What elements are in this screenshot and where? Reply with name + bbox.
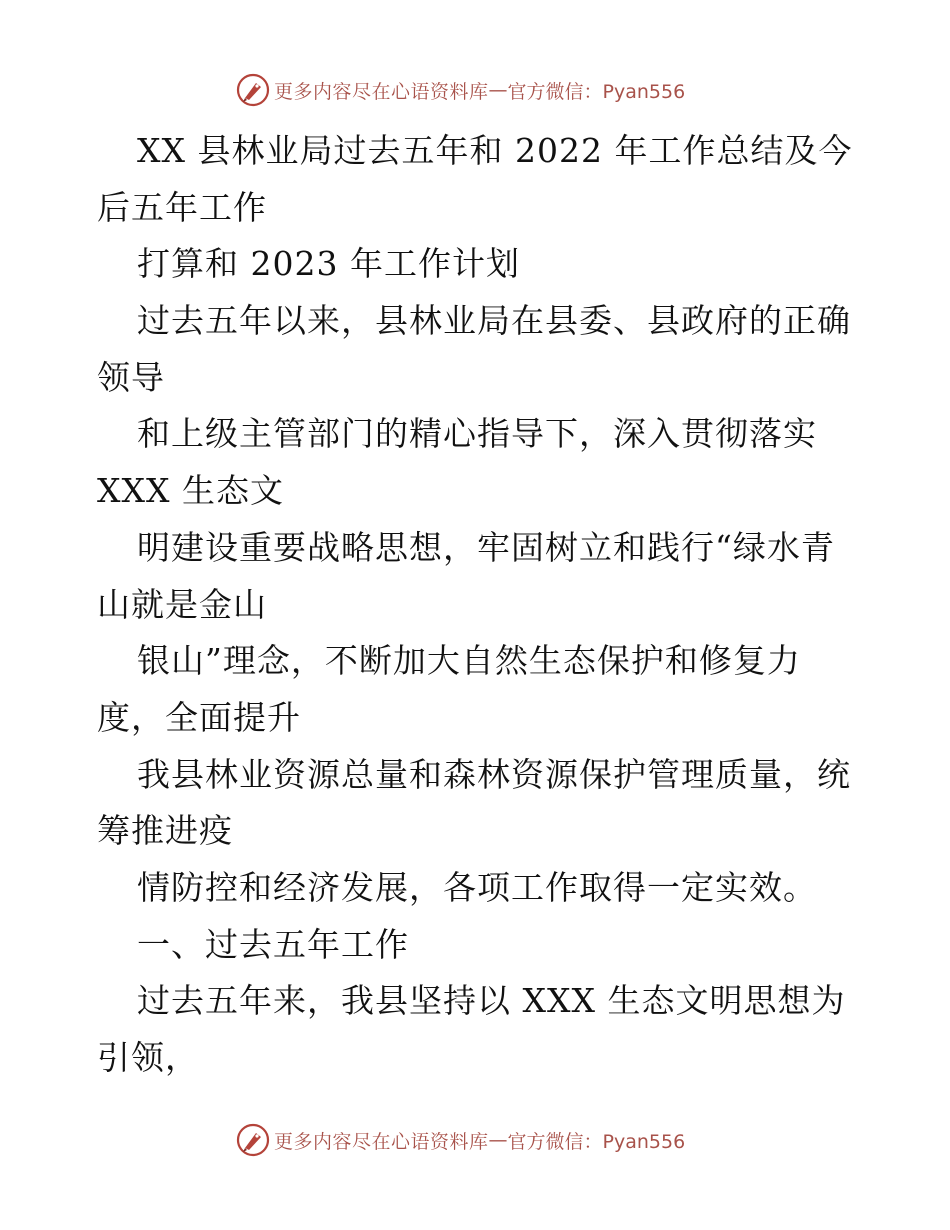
paragraph-line: 明建设重要战略思想，牢固树立和践行“绿水青 [137, 527, 835, 567]
document-body [97, 123, 877, 1087]
paragraph-line: 情防控和经济发展，各项工作取得一定实效。 [137, 867, 817, 907]
paragraph-line: 筹推进疫 [97, 811, 233, 851]
paragraph-line: 过去五年以来，县林业局在县委、县政府的正确 [137, 301, 851, 341]
footer-watermark-banner [236, 1122, 685, 1158]
paragraph-line: 过去五年来，我县坚持以 XXX 生态文明思想为 [137, 981, 846, 1021]
banner-wechat-text: 官方微信：Pyan556 [507, 1130, 686, 1153]
banner-separator: — [488, 1129, 508, 1151]
title-line-1: XX 县林业局过去五年和 2022 年工作总结及今 [137, 131, 853, 170]
paragraph-line: XXX 生态文 [97, 471, 284, 511]
title-line-2: 后五年工作 [97, 187, 267, 227]
header-watermark-banner [236, 72, 685, 108]
paragraph-line: 我县林业资源总量和森林资源保护管理质量，统 [137, 754, 851, 794]
paragraph-line: 山就是金山 [97, 584, 267, 624]
banner-site-text: 更多内容尽在心语资料库 [274, 80, 489, 103]
banner-separator: — [488, 79, 508, 101]
banner-wechat-text: 官方微信：Pyan556 [507, 80, 686, 103]
paragraph-line: 银山”理念，不断加大自然生态保护和修复力 [137, 641, 801, 681]
banner-site-text: 更多内容尽在心语资料库 [274, 1130, 489, 1153]
paragraph-line: 和上级主管部门的精心指导下，深入贯彻落实 [137, 414, 817, 454]
paragraph-line: 引领， [97, 1038, 199, 1077]
pen-nib-logo-icon [236, 1123, 270, 1157]
paragraph-line: 领导 [97, 357, 165, 397]
title-line-3: 打算和 2023 年工作计划 [137, 244, 520, 284]
pen-nib-logo-icon [236, 73, 270, 107]
section-heading: 一、过去五年工作 [137, 924, 409, 964]
paragraph-line: 度，全面提升 [97, 697, 301, 737]
